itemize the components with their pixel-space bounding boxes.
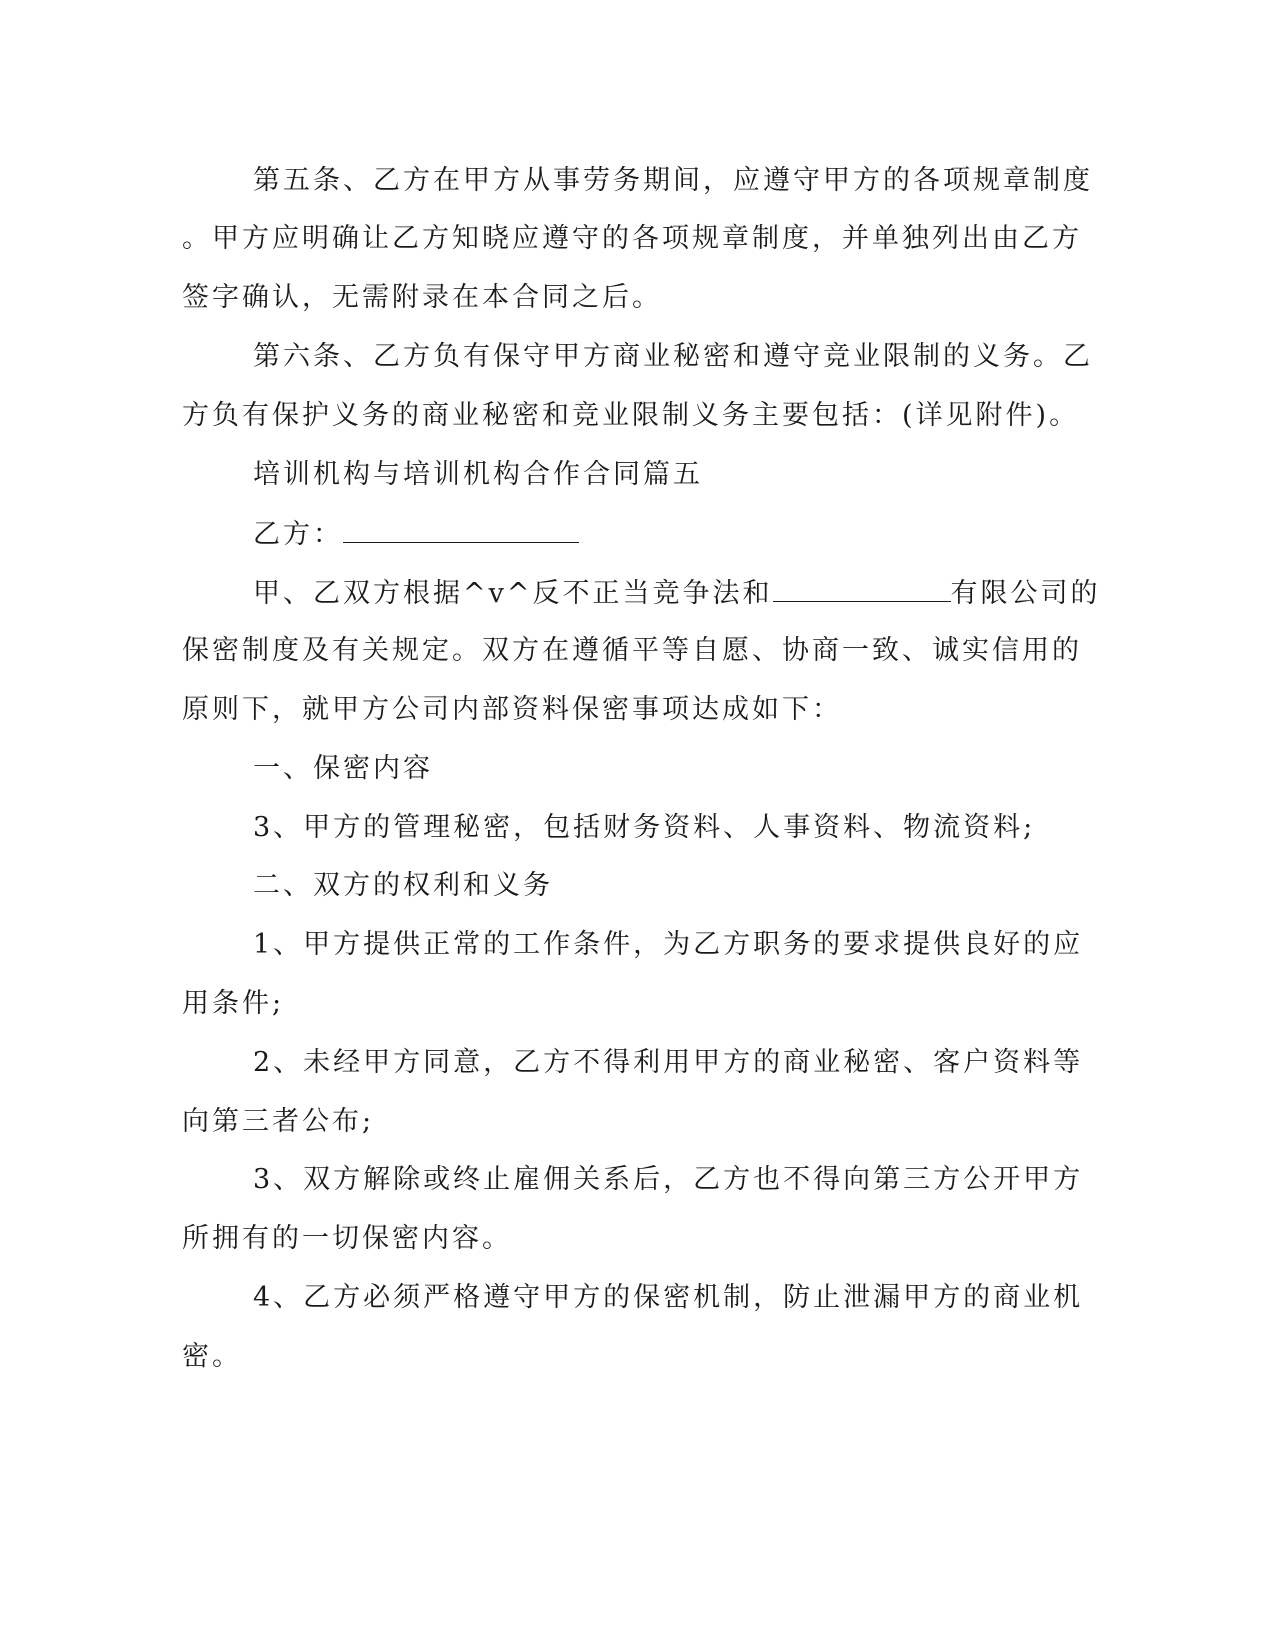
article6-line2: 方负有保护义务的商业秘密和竞业限制义务主要包括：(详见附件)。	[182, 400, 1080, 431]
rights-item1-line1: 1、甲方提供正常的工作条件，为乙方职务的要求提供良好的应	[253, 929, 1084, 960]
rights-item3-line2: 所拥有的一切保密内容。	[182, 1223, 512, 1254]
company-name-blank	[773, 575, 951, 602]
heading-rights-obligations: 二、双方的权利和义务	[253, 870, 553, 901]
article5-line2: 。甲方应明确让乙方知晓应遵守的各项规章制度，并单独列出由乙方	[182, 223, 1082, 254]
item-management-secrets: 3、甲方的管理秘密，包括财务资料、人事资料、物流资料;	[253, 812, 1036, 843]
heading-confidential-content: 一、保密内容	[253, 753, 433, 784]
intro-line1	[253, 575, 1101, 612]
rights-item2-line2: 向第三者公布;	[182, 1106, 375, 1137]
rights-item3-line1: 3、双方解除或终止雇佣关系后，乙方也不得向第三方公开甲方	[253, 1164, 1084, 1195]
intro-line3: 原则下，就甲方公司内部资料保密事项达成如下：	[182, 694, 842, 725]
rights-item1-line2: 用条件;	[182, 988, 285, 1019]
intro-line1-before: 甲、乙双方根据^v^反不正当竞争法和	[253, 578, 773, 609]
article6-line1: 第六条、乙方负有保守甲方商业秘密和遵守竞业限制的义务。乙	[253, 341, 1093, 372]
party-b-label: 乙方：	[253, 519, 343, 550]
rights-item4-line1: 4、乙方必须严格遵守甲方的保密机制，防止泄漏甲方的商业机	[253, 1282, 1084, 1313]
party-b-line	[253, 516, 579, 553]
party-b-blank	[343, 516, 579, 543]
rights-item2-line1: 2、未经甲方同意，乙方不得利用甲方的商业秘密、客户资料等	[253, 1047, 1084, 1078]
intro-line1-after: 有限公司的	[950, 578, 1101, 609]
article5-line3: 签字确认，无需附录在本合同之后。	[182, 282, 662, 313]
rights-item4-line2: 密。	[182, 1341, 242, 1372]
section-title: 培训机构与培训机构合作合同篇五	[253, 459, 703, 490]
article5-line1: 第五条、乙方在甲方从事劳务期间，应遵守甲方的各项规章制度	[253, 165, 1093, 196]
intro-line2: 保密制度及有关规定。双方在遵循平等自愿、协商一致、诚实信用的	[182, 635, 1082, 666]
